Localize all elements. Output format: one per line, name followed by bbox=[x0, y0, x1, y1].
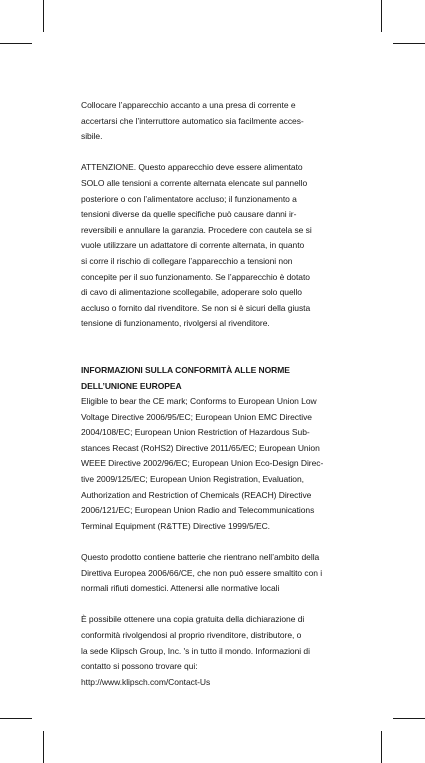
crop-mark-top-right-vertical bbox=[381, 0, 382, 32]
document-body bbox=[81, 98, 363, 690]
eu-directives-paragraph: Eligible to bear the CE mark; Conforms to European Union Low Voltage Directive 2006/95/EC; European Union EMC Directive 2004/108/EC; European Union Restriction of Hazardous Sub- stances Recast (RoHS2) Directive 2011/65/EC; European Union WEEE Directive 2002/96/EC; European Union Eco-Design Direc- tive 2009/125/EC; European Union Registration, Evaluation, Authorization and Restriction of Chemicals (REACH) Directive 2006/121/EC; European Union Radio and Telecommunications Terminal Equipment (R&TTE) Directive 1999/5/EC. bbox=[81, 396, 324, 531]
crop-mark-top-left-horizontal bbox=[0, 43, 32, 44]
battery-disposal-paragraph: Questo prodotto contiene batterie che rientrano nell’ambito della Direttiva Europea 2006/66/CE, che non può essere smaltito con i normali rifiuti domestici. Attenersi alle normative locali bbox=[81, 552, 323, 594]
eu-compliance-heading: INFORMAZIONI SULLA CONFORMITÀ ALLE NORME DELL’UNIONE EUROPEA bbox=[81, 364, 290, 391]
crop-mark-top-left-vertical bbox=[43, 0, 44, 32]
crop-mark-bottom-right-vertical bbox=[381, 731, 382, 763]
crop-mark-top-right-horizontal bbox=[393, 43, 425, 44]
warning-paragraph: ATTENZIONE. Questo apparecchio deve essere alimentato SOLO alle tensioni a corrente alternata elencate sul pannello posteriore o con l’alimentatore accluso; il funzionamento a tensioni diverse da quelle specifiche può causare danni ir- reversibili e annullare la garanzia. Procedere con cautela se si vuole utilizzare un adattatore di corrente alternata, in quanto si corre il rischio di collegare l’apparecchio a tensioni non concepite per il suo funzionamento. Se l’apparecchio è dotato di cavo di alimentazione scollegabile, adoperare solo quello accluso o fornito dal rivenditore. Se non si è sicuri della giusta tensione di funzionamento, rivolgersi al rivenditore. bbox=[81, 162, 312, 329]
paragraph-spacer bbox=[81, 597, 363, 613]
crop-mark-bottom-left-vertical bbox=[43, 731, 44, 763]
placement-paragraph: Collocare l’apparecchio accanto a una presa di corrente e accertarsi che l’interruttore automatico sia facilmente acces- sibile. bbox=[81, 100, 304, 142]
crop-mark-bottom-right-horizontal bbox=[393, 718, 425, 719]
section-spacer bbox=[81, 332, 363, 363]
declaration-contact-paragraph: È possibile ottenere una copia gratuita della dichiarazione di conformità rivolgendosi al proprio rivenditore, distributore, o la sede Klipsch Group, Inc. 's in tutto il mondo. Informazioni di contatto si possono trovare qui: http://www.klipsch.com/Contact-Us bbox=[81, 614, 310, 687]
paragraph-spacer bbox=[81, 145, 363, 161]
paragraph-spacer bbox=[81, 534, 363, 550]
crop-mark-bottom-left-horizontal bbox=[0, 718, 32, 719]
